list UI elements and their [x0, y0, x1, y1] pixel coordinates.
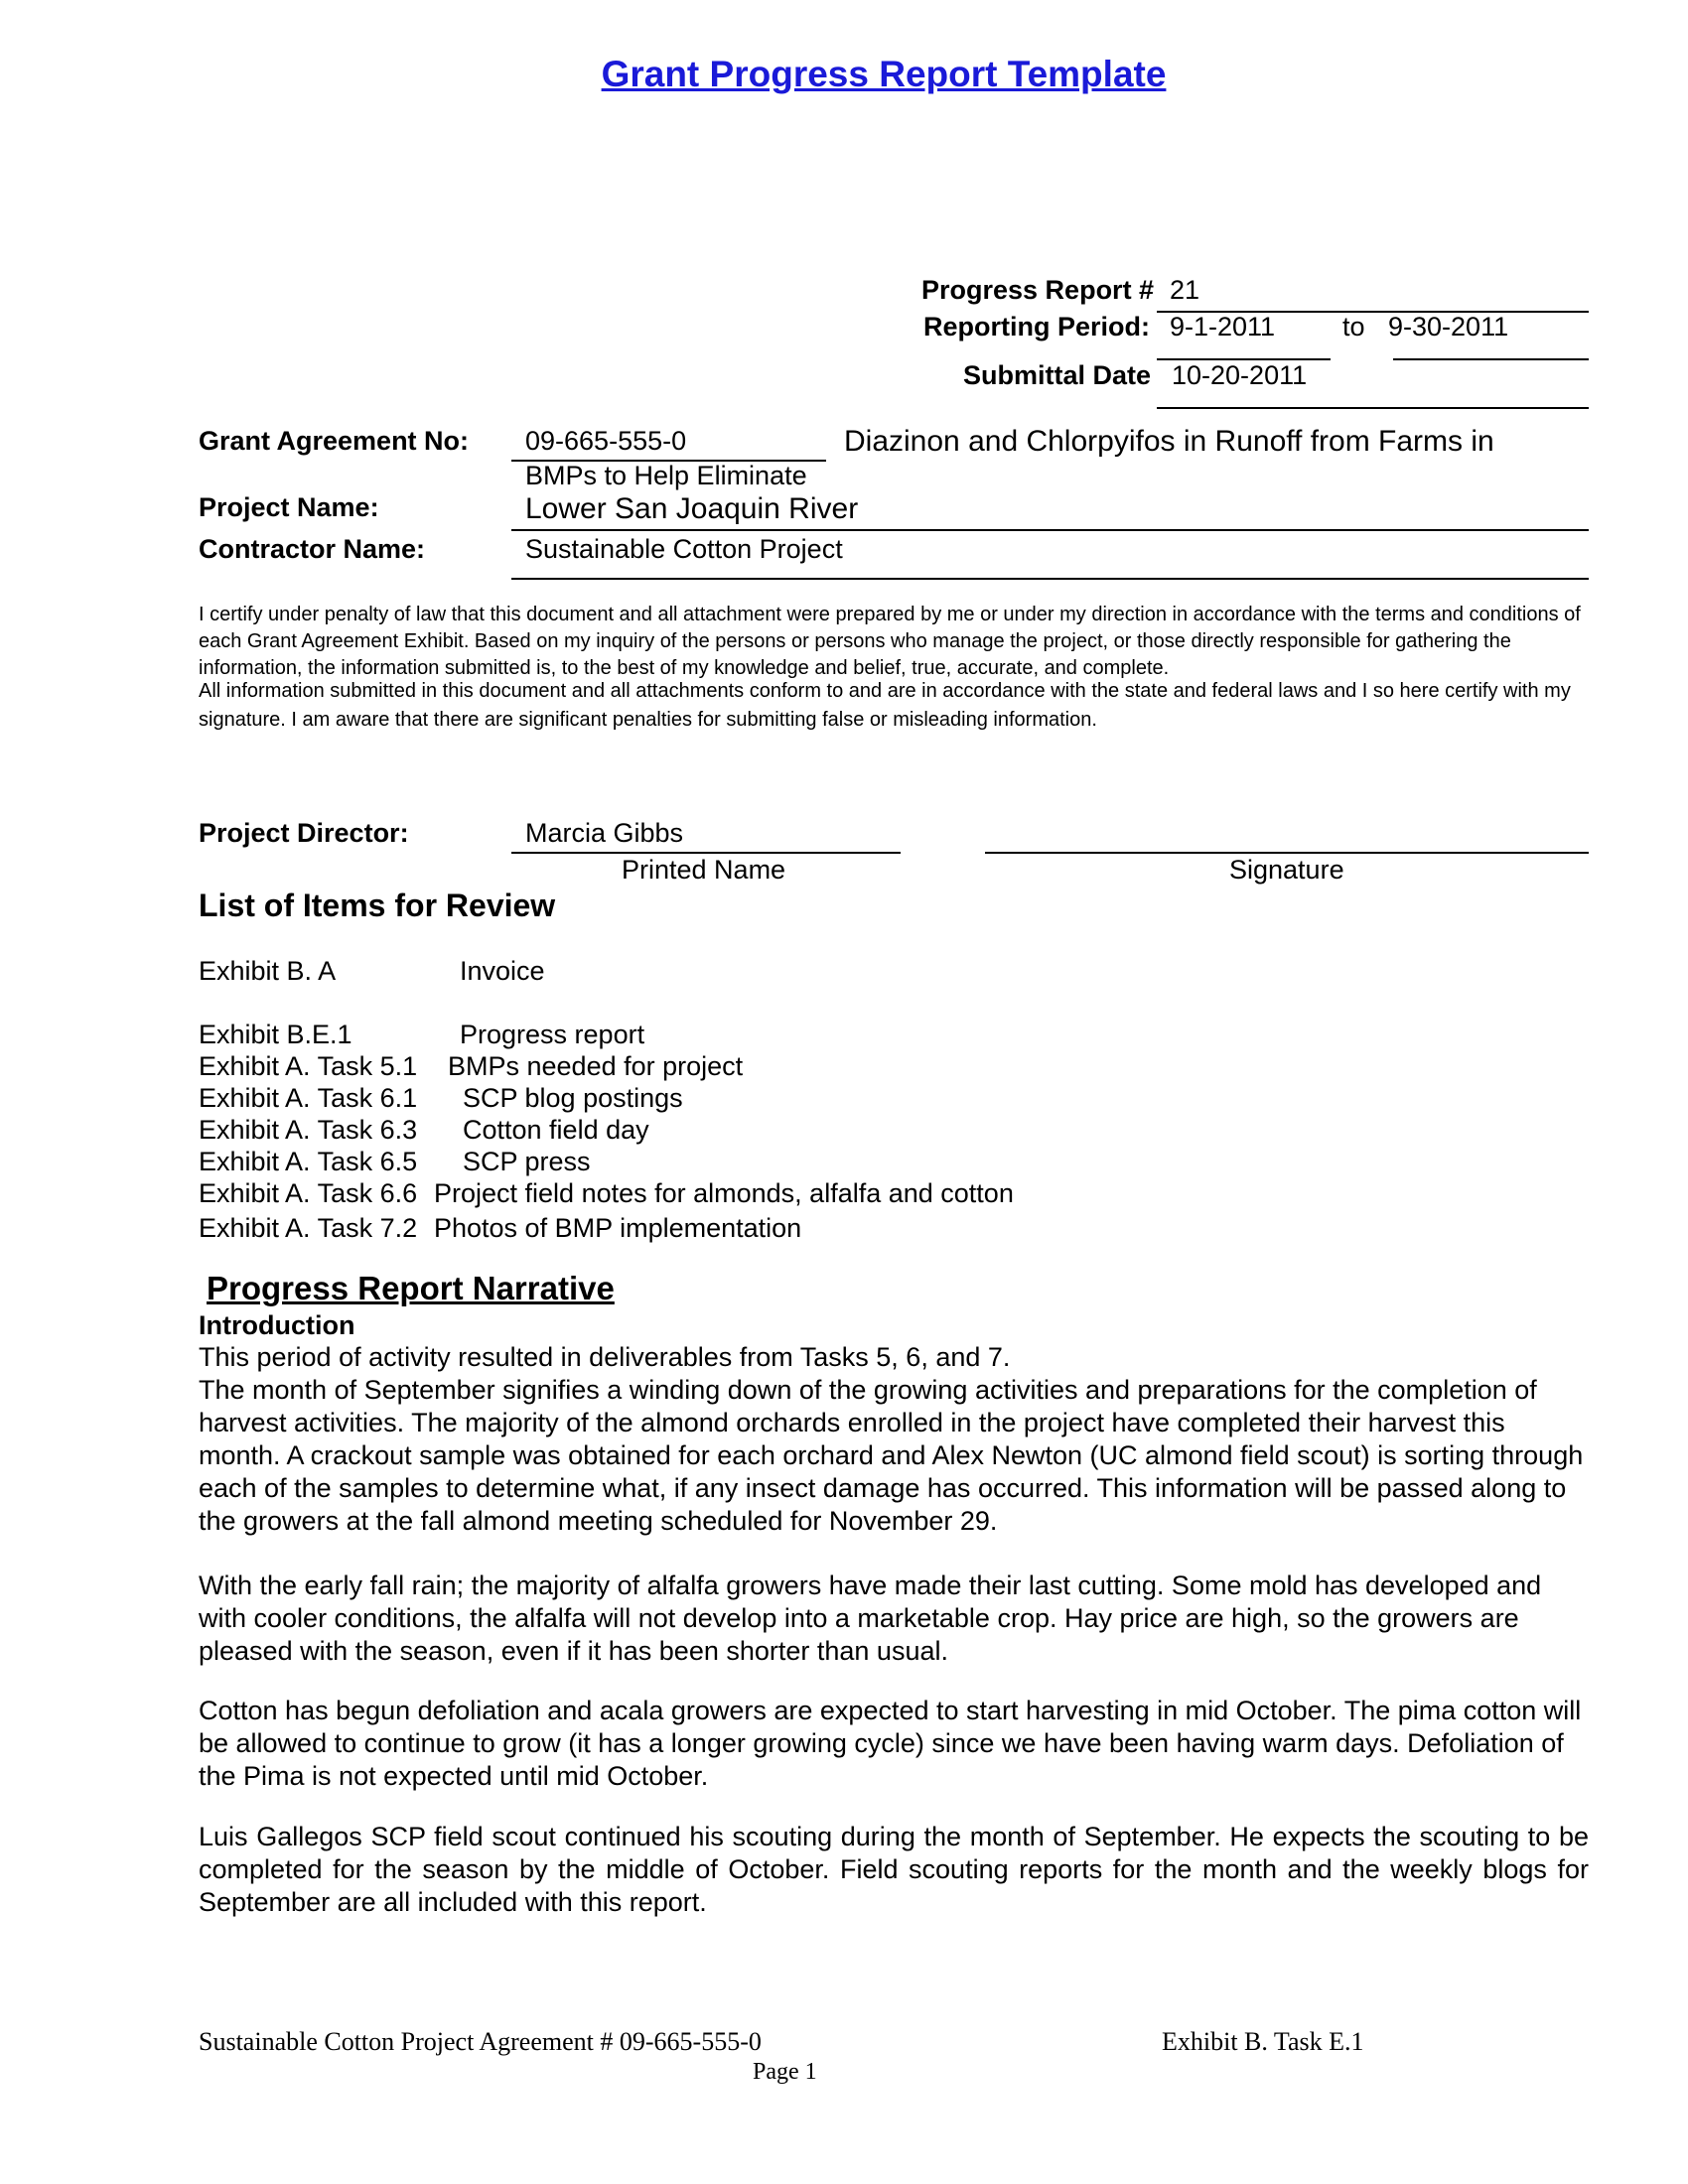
list-item-exhibit: Exhibit A. Task 6.6 [199, 1178, 418, 1208]
narrative-paragraph-scouting: Luis Gallegos SCP field scout continued his scouting during the month of September. He expects the scouting to be completed for the season by the middle of October. Field scouting reports for the month and the weekly blogs for September are all included with this report. [199, 1822, 1589, 1917]
list-item-desc: SCP press [463, 1147, 591, 1176]
list-item-exhibit: Exhibit A. Task 6.3 [199, 1115, 418, 1145]
list-item-desc: Invoice [460, 956, 545, 986]
narrative-paragraph-almonds: The month of September signifies a winding down of the growing activities and preparations for the completion of harvest activities. The majority of the almond orchards enrolled in the project have completed their harvest this month. A crackout sample was obtained for each orchard and Alex Newton (UC almond field scout) is sorting through each of the samples to determine what, if any insect damage has occurred. This information will be passed along to the growers at the fall almond meeting scheduled for November 29. [199, 1375, 1584, 1536]
project-name-underline [511, 529, 1589, 531]
narrative-paragraph-cotton: Cotton has begun defoliation and acala growers are expected to start harvesting in mid October. The pima cotton will be allowed to continue to grow (it has a longer growing cycle) since we have been having warm days. Defoliation of the Pima is not expected until mid October. [199, 1696, 1582, 1791]
reporting-period-from: 9-1-2011 [1170, 312, 1276, 341]
project-name-line2: Lower San Joaquin River [525, 492, 859, 525]
project-director-label: Project Director: [199, 818, 409, 848]
footer-exhibit: Exhibit B. Task E.1 [1162, 2027, 1364, 2056]
narrative-heading: Progress Report Narrative [207, 1270, 615, 1306]
list-item-desc: Photos of BMP implementation [434, 1213, 802, 1243]
certification-paragraph-1: I certify under penalty of law that this document and all attachment were prepared by me or under my direction in accordance with the terms and conditions of each Grant Agreement Exhibit. Based on my inquiry of the persons or persons who manage the project, or those directly responsible for gathering the information, the information submitted is, to the best of my knowledge and belief, true, accurate, and complete. [199, 604, 1581, 679]
reporting-period-label: Reporting Period: [923, 312, 1150, 341]
period-to-underline [1393, 358, 1589, 360]
list-item-exhibit: Exhibit A. Task 7.2 [199, 1213, 418, 1243]
reporting-period-to-word: to [1342, 312, 1365, 341]
list-item-desc: Project field notes for almonds, alfalfa and cotton [434, 1178, 1014, 1208]
project-director-name: Marcia Gibbs [525, 818, 684, 848]
project-name-line1-right: Diazinon and Chlorpyifos in Runoff from Farms in [844, 425, 1494, 458]
contractor-name-value: Sustainable Cotton Project [525, 534, 843, 564]
submittal-date-underline [1157, 407, 1589, 409]
narrative-paragraph-alfalfa: With the early fall rain; the majority of alfalfa growers have made their last cutting. Some mold has developed and with cooler conditions, the alfalfa will not develop into a marketable crop. Hay price are high, so the growers are pleased with the season, even if it has been shorter than usual. [199, 1570, 1542, 1666]
document-title[interactable]: Grant Progress Report Template [601, 54, 1167, 94]
list-item-desc: Cotton field day [463, 1115, 649, 1145]
certification-paragraph-2: All information submitted in this document and all attachments conform to and are in accordance with the state and federal laws and I so here certify with my signature. I am aware that there are significant penalties for submitting false or misleading information. [199, 680, 1571, 731]
list-item-desc: BMPs needed for project [448, 1051, 744, 1081]
list-item-desc: Progress report [460, 1020, 645, 1049]
printed-name-line [511, 852, 901, 854]
contractor-underline [511, 578, 1589, 580]
submittal-date-label: Submittal Date [963, 360, 1152, 390]
reporting-period-to: 9-30-2011 [1388, 312, 1509, 341]
signature-caption: Signature [1229, 855, 1344, 885]
submittal-date-value: 10-20-2011 [1172, 360, 1308, 390]
footer-agreement: Sustainable Cotton Project Agreement # 09-665-555-0 [199, 2027, 762, 2056]
introduction-heading: Introduction [199, 1310, 355, 1340]
signature-line[interactable] [985, 852, 1589, 854]
progress-report-number: 21 [1170, 275, 1200, 305]
list-item-desc: SCP blog postings [463, 1083, 683, 1113]
project-name-line1-left: BMPs to Help Eliminate [525, 461, 807, 490]
printed-name-caption: Printed Name [622, 855, 786, 885]
list-item-exhibit: Exhibit B. A [199, 956, 337, 986]
page-number: Page 1 [753, 2059, 817, 2085]
grant-agreement-label: Grant Agreement No: [199, 426, 470, 456]
list-item-exhibit: Exhibit A. Task 6.1 [199, 1083, 418, 1113]
list-item-exhibit: Exhibit A. Task 5.1 [199, 1051, 418, 1081]
introduction-line: This period of activity resulted in deliverables from Tasks 5, 6, and 7. [199, 1342, 1011, 1372]
grant-agreement-number: 09-665-555-0 [525, 426, 687, 456]
review-list-heading: List of Items for Review [199, 887, 556, 923]
contractor-name-label: Contractor Name: [199, 534, 426, 564]
list-item-exhibit: Exhibit B.E.1 [199, 1020, 352, 1049]
progress-report-label: Progress Report # [921, 275, 1155, 305]
project-name-label: Project Name: [199, 492, 379, 522]
list-item-exhibit: Exhibit A. Task 6.5 [199, 1147, 418, 1176]
